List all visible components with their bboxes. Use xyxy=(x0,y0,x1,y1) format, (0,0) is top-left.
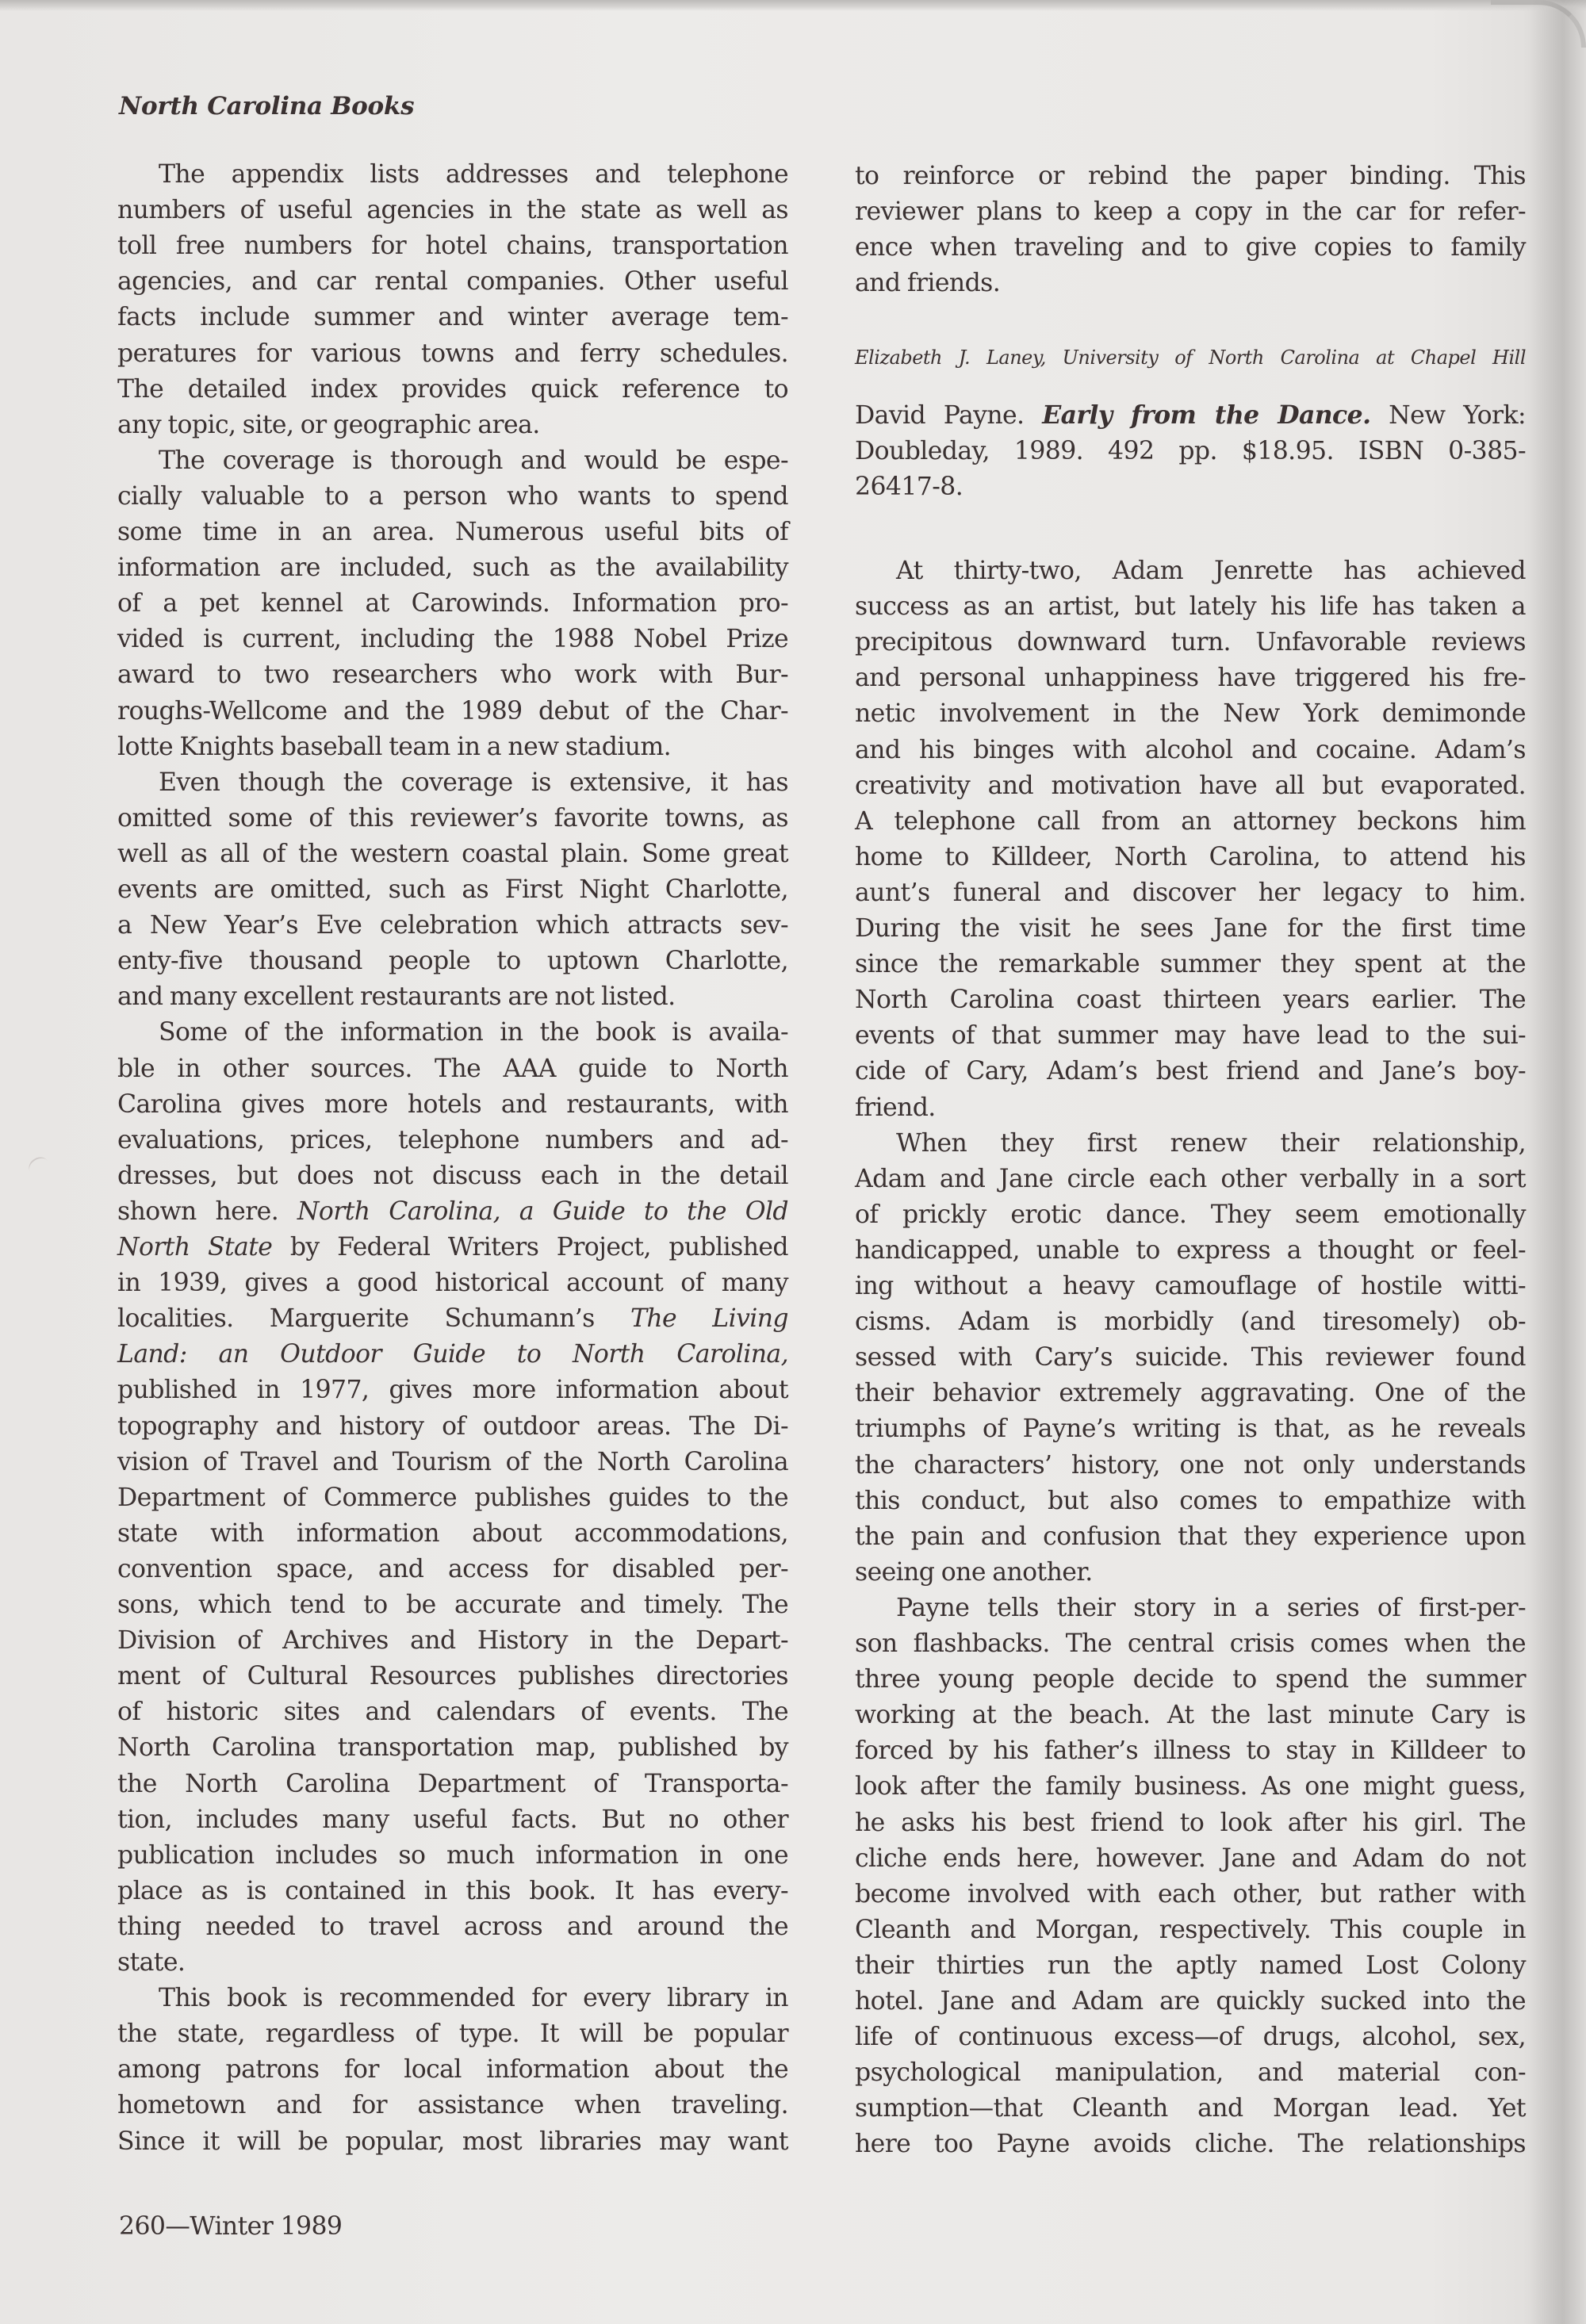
left-text-line: Some of the information in the book is availa- xyxy=(159,1018,788,1047)
reviewer-citation: Elizabeth J. Laney, University of North Carolina at Chapel Hill xyxy=(855,346,1526,369)
left-text-line: Since it will be popular, most libraries may want xyxy=(117,2127,788,2156)
left-text-line: vision of Travel and Tourism of the North Carolina xyxy=(117,1447,788,1476)
review-text-line: sumption—that Cleanth and Morgan lead. Yet xyxy=(855,2094,1526,2123)
left-text-line: the North Carolina Department of Transporta- xyxy=(117,1769,788,1798)
left-text-line: Department of Commerce publishes guides to the xyxy=(117,1483,788,1512)
review-text-line: netic involvement in the New York demimonde xyxy=(855,699,1526,729)
left-text-line: events are omitted, such as First Night Charlotte, xyxy=(117,875,788,904)
left-text-line: state with information about accommodations, xyxy=(117,1518,788,1548)
left-text-line: the state, regardless of type. It will be popular xyxy=(117,2020,788,2049)
left-text-line: lotte Knights baseball team in a new stadium. xyxy=(117,732,672,761)
review-text-line: North Carolina coast thirteen years earlier. The xyxy=(855,986,1526,1015)
left-text-line: omitted some of this reviewer’s favorite towns, as xyxy=(117,803,788,833)
left-text-line: North Carolina transportation map, published by xyxy=(117,1733,788,1763)
review-text-line: sessed with Cary’s suicide. This reviewer found xyxy=(855,1343,1526,1373)
review-text-line: aunt’s funeral and discover her legacy to him. xyxy=(855,878,1526,907)
left-text-line: thing needed to travel across and around the xyxy=(117,1912,788,1941)
left-text-line: award to two researchers who work with Bur- xyxy=(117,660,788,690)
left-text-line: enty-five thousand people to uptown Charlotte, xyxy=(117,947,788,976)
review-text-line: working at the beach. At the last minute Cary is xyxy=(855,1701,1526,1730)
review-text-line: and his binges with alcohol and cocaine. Adam’s xyxy=(855,735,1526,764)
left-text-line: localities. Marguerite Schumann’s The Living xyxy=(117,1304,788,1334)
left-text-line: hometown and for assistance when traveling. xyxy=(117,2091,788,2120)
review-text-line: the characters’ history, one not only understands xyxy=(855,1450,1526,1480)
review-text-line: cliche ends here, however. Jane and Adam do not xyxy=(855,1844,1526,1873)
review-text-line: When they first renew their relationship, xyxy=(896,1128,1526,1158)
page-top-edge xyxy=(0,0,1586,11)
review-text-line: forced by his father’s illness to stay in Killdeer to xyxy=(855,1736,1526,1766)
review-text-line: here too Payne avoids cliche. The relationships xyxy=(855,2130,1526,2159)
review-text-line: son flashbacks. The central crisis comes when the xyxy=(855,1629,1526,1658)
left-text-line: some time in an area. Numerous useful bits of xyxy=(117,518,788,546)
review-text-line: look after the family business. As one might guess, xyxy=(855,1772,1526,1801)
review-text-line: At thirty-two, Adam Jenrette has achieved xyxy=(896,557,1526,585)
review-text-line: During the visit he sees Jane for the first time xyxy=(855,914,1526,943)
left-text-line: agencies, and car rental companies. Other useful xyxy=(117,267,788,297)
review-text-line: creativity and motivation have all but evaporated. xyxy=(855,771,1526,800)
review-text-line: psychological manipulation, and material con- xyxy=(855,2058,1526,2088)
left-text-line: Even though the coverage is extensive, it has xyxy=(159,768,788,797)
left-text-line: numbers of useful agencies in the state as well as xyxy=(117,196,788,225)
left-text-line: tion, includes many useful facts. But no other xyxy=(117,1805,788,1834)
left-text-line: publication includes so much information in one xyxy=(117,1840,788,1870)
review-text-line: friend. xyxy=(855,1093,936,1122)
review-text-line: events of that summer may have lead to the sui- xyxy=(855,1021,1526,1051)
left-text-line: Division of Archives and History in the Depart- xyxy=(117,1626,788,1656)
book-reference-line: Doubleday, 1989. 492 pp. $18.95. ISBN 0-385- xyxy=(855,437,1526,466)
left-text-line: information are included, such as the availability xyxy=(117,553,788,583)
book-reference-line: David Payne. Early from the Dance. New York: xyxy=(855,400,1527,430)
review-text-line: their thirties run the aptly named Lost Colony xyxy=(855,1951,1526,1980)
review-text-line: this conduct, but also comes to empathize with xyxy=(855,1486,1526,1515)
book-reference-line: 26417-8. xyxy=(855,473,963,502)
review-text-line: Cleanth and Morgan, respectively. This couple in xyxy=(855,1915,1526,1944)
review-text-line: life of continuous excess—of drugs, alcohol, sex, xyxy=(855,2023,1526,2052)
review-text-line: A telephone call from an attorney beckons him xyxy=(855,806,1526,836)
left-text-line: North State by Federal Writers Project, published xyxy=(117,1233,788,1262)
review-text-line: since the remarkable summer they spent at the xyxy=(855,950,1526,979)
left-text-line: any topic, site, or geographic area. xyxy=(117,410,540,439)
left-text-line: This book is recommended for every library in xyxy=(159,1984,788,2013)
review-text-line: seeing one another. xyxy=(855,1557,1093,1587)
left-text-line: dresses, but does not discuss each in the detail xyxy=(117,1161,788,1190)
review-text-line: Payne tells their story in a series of first-per- xyxy=(896,1593,1526,1622)
left-text-line: a New Year’s Eve celebration which attracts sev- xyxy=(117,911,788,940)
left-text-line: The detailed index provides quick reference to xyxy=(117,374,788,404)
review-text-line: ing without a heavy camouflage of hostile witti- xyxy=(855,1272,1526,1300)
page-folio: 260—Winter 1989 xyxy=(119,2212,343,2241)
review-continuation-line: ence when traveling and to give copies to family xyxy=(855,233,1526,262)
left-text-line: The appendix lists addresses and telephone xyxy=(159,160,788,189)
review-text-line: precipitous downward turn. Unfavorable reviews xyxy=(855,628,1526,657)
review-text-line: success as an artist, but lately his life has taken a xyxy=(855,592,1526,622)
review-text-line: triumphs of Payne’s writing is that, as he reveals xyxy=(855,1415,1526,1444)
left-text-line: state. xyxy=(117,1948,186,1977)
left-text-line: cially valuable to a person who wants to spend xyxy=(117,481,788,511)
left-text-line: among patrons for local information about the xyxy=(117,2055,788,2085)
left-text-line: Carolina gives more hotels and restaurants, with xyxy=(117,1089,788,1119)
review-text-line: their behavior extremely aggravating. One of the xyxy=(855,1379,1526,1408)
review-text-line: cisms. Adam is morbidly (and tiresomely) ob- xyxy=(855,1307,1526,1337)
review-continuation-line: reviewer plans to keep a copy in the car for refer- xyxy=(855,197,1526,227)
review-text-line: he asks his best friend to look after his girl. The xyxy=(855,1808,1526,1837)
left-text-line: ble in other sources. The AAA guide to North xyxy=(117,1054,788,1083)
left-text-line: place as is contained in this book. It has every- xyxy=(117,1876,788,1905)
left-text-line: and many excellent restaurants are not listed. xyxy=(117,982,676,1012)
review-text-line: become involved with each other, but rather with xyxy=(855,1879,1526,1909)
review-text-line: the pain and confusion that they experience upon xyxy=(855,1522,1526,1551)
review-text-line: cide of Cary, Adam’s best friend and Jane’s boy- xyxy=(855,1057,1526,1086)
left-text-line: vided is current, including the 1988 Nobel Prize xyxy=(117,625,788,654)
review-text-line: handicapped, unable to express a thought or feel- xyxy=(855,1235,1526,1265)
left-text-line: in 1939, gives a good historical account of many xyxy=(117,1269,788,1298)
left-text-line: published in 1977, gives more information about xyxy=(117,1376,788,1405)
left-text-line: sons, which tend to be accurate and timely. The xyxy=(117,1591,788,1619)
review-text-line: home to Killdeer, North Carolina, to attend his xyxy=(855,842,1526,871)
review-text-line: three young people decide to spend the summer xyxy=(855,1665,1526,1694)
review-text-line: hotel. Jane and Adam are quickly sucked into the xyxy=(855,1987,1526,2016)
margin-mark xyxy=(25,1154,52,1179)
review-continuation-line: to reinforce or rebind the paper binding. This xyxy=(855,162,1526,190)
left-text-line: Land: an Outdoor Guide to North Carolina, xyxy=(117,1340,788,1369)
review-continuation-line: and friends. xyxy=(855,269,1001,298)
left-text-line: ment of Cultural Resources publishes directories xyxy=(117,1662,788,1691)
left-text-line: convention space, and access for disabled per- xyxy=(117,1554,788,1583)
left-text-line: The coverage is thorough and would be espe- xyxy=(159,446,788,475)
left-text-line: of a pet kennel at Carowinds. Information pro- xyxy=(117,589,788,618)
left-text-line: facts include summer and winter average tem- xyxy=(117,303,788,332)
left-text-line: topography and history of outdoor areas. The Di- xyxy=(117,1411,788,1441)
review-text-line: Adam and Jane circle each other verbally in a sort xyxy=(855,1164,1526,1193)
left-text-line: evaluations, prices, telephone numbers and ad- xyxy=(117,1125,788,1154)
review-text-line: of prickly erotic dance. They seem emotionally xyxy=(855,1200,1526,1229)
left-text-line: well as all of the western coastal plain. Some great xyxy=(117,839,788,868)
review-text-line: and personal unhappiness have triggered his fre- xyxy=(855,664,1526,693)
left-text-line: roughs-Wellcome and the 1989 debut of the Char- xyxy=(117,696,788,726)
page-binding-shadow xyxy=(1530,0,1586,2324)
running-head: North Carolina Books xyxy=(119,92,415,121)
left-text-line: shown here. North Carolina, a Guide to the Old xyxy=(117,1196,788,1226)
left-text-line: of historic sites and calendars of events. The xyxy=(117,1698,788,1727)
left-text-line: peratures for various towns and ferry schedules. xyxy=(117,339,788,368)
left-text-line: toll free numbers for hotel chains, transportation xyxy=(117,232,788,261)
